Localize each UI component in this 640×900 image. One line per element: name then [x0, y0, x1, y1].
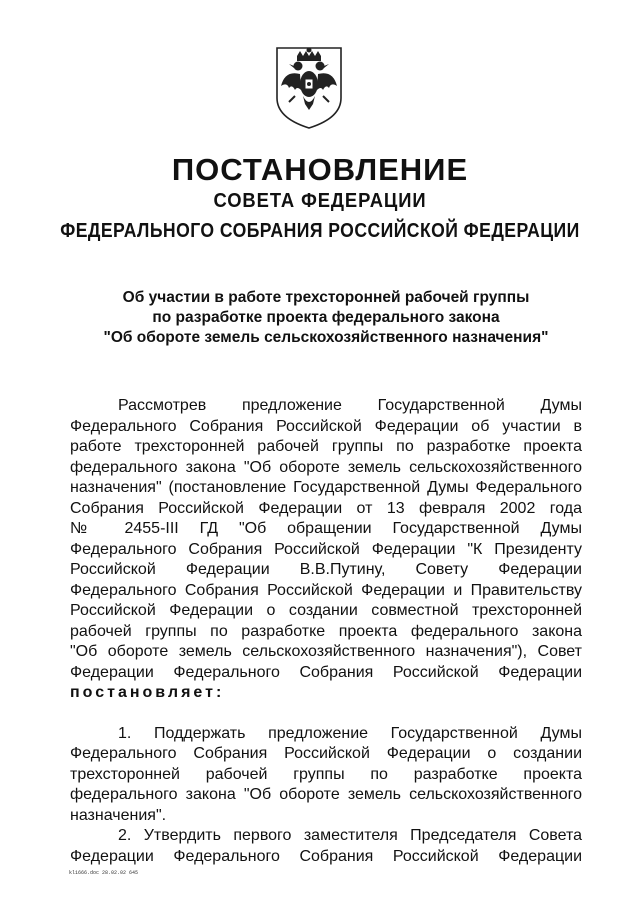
heading-line: по разработке проекта федерального закона — [152, 309, 500, 326]
heading-line: "Об обороте земель сельскохозяйственного назначения" — [103, 329, 549, 346]
coat-of-arms-icon — [273, 42, 345, 132]
file-footer: kl1666.doc 28.02.02 645 — [69, 870, 139, 876]
document-body — [70, 396, 582, 867]
resolves-word: постановляет: — [70, 684, 225, 701]
paragraph-line: трехсторонней рабочей группы по разработке проекта — [70, 765, 582, 783]
paragraph-line: федерального закона "Об обороте земель сельскохозяйственного — [70, 458, 582, 476]
paragraph-line: рабочей группы по разработке проекта федерального закона — [70, 622, 582, 640]
paragraph-line: 1. Поддержать предложение Государственной Думы — [118, 724, 582, 742]
paragraph-line: Российской Федерации о создании совместной трехсторонней — [70, 602, 582, 619]
heading-line: Об участии в работе трехсторонней рабочей группы — [122, 289, 530, 306]
paragraph-line: Собрания Российской Федерации от 13 февраля 2002 года — [70, 499, 582, 517]
document-subtitle-assembly: ФЕДЕРАЛЬНОГО СОБРАНИЯ РОССИЙСКОЙ ФЕДЕРАЦИИ — [60, 220, 580, 242]
resolution-heading — [70, 288, 582, 348]
paragraph-line: № 2455-III ГД "Об обращении Государственной Думы — [70, 520, 582, 537]
paragraph-line: "Об обороте земель сельскохозяйственного назначения"), Совет — [70, 643, 582, 660]
paragraph-line: Федерального Собрания Российской Федерации об участии в — [70, 417, 582, 435]
paragraph-line: 2. Утвердить первого заместителя Председателя Совета — [118, 827, 582, 844]
paragraph-line: Федерального Собрания Российской Федерации и Правительству — [70, 581, 582, 599]
paragraph-line: назначения" (постановление Государственной Думы Федерального — [70, 479, 582, 496]
paragraph-line: Российской Федерации В.В.Путину, Совету Федерации — [70, 561, 582, 578]
document-subtitle-council: СОВЕТА ФЕДЕРАЦИИ — [213, 190, 427, 212]
paragraph-line: федерального закона "Об обороте земель сельскохозяйственного — [70, 786, 582, 803]
paragraph-line: Федерального Собрания Российской Федерации "К Президенту — [70, 540, 582, 558]
paragraph-line: Федерации Федерального Собрания Российской Федерации — [70, 847, 582, 865]
paragraph-line: Рассмотрев предложение Государственной Думы — [118, 397, 582, 414]
paragraph-line: работе трехсторонней рабочей группы по разработке проекта — [70, 438, 582, 455]
paragraph-line: назначения". — [70, 806, 167, 824]
paragraph-line: Федерального Собрания Российской Федерации о создании — [70, 745, 582, 762]
paragraph-line: Федерации Федерального Собрания Российской Федерации — [70, 663, 582, 681]
document-title: ПОСТАНОВЛЕНИЕ — [171, 152, 469, 187]
